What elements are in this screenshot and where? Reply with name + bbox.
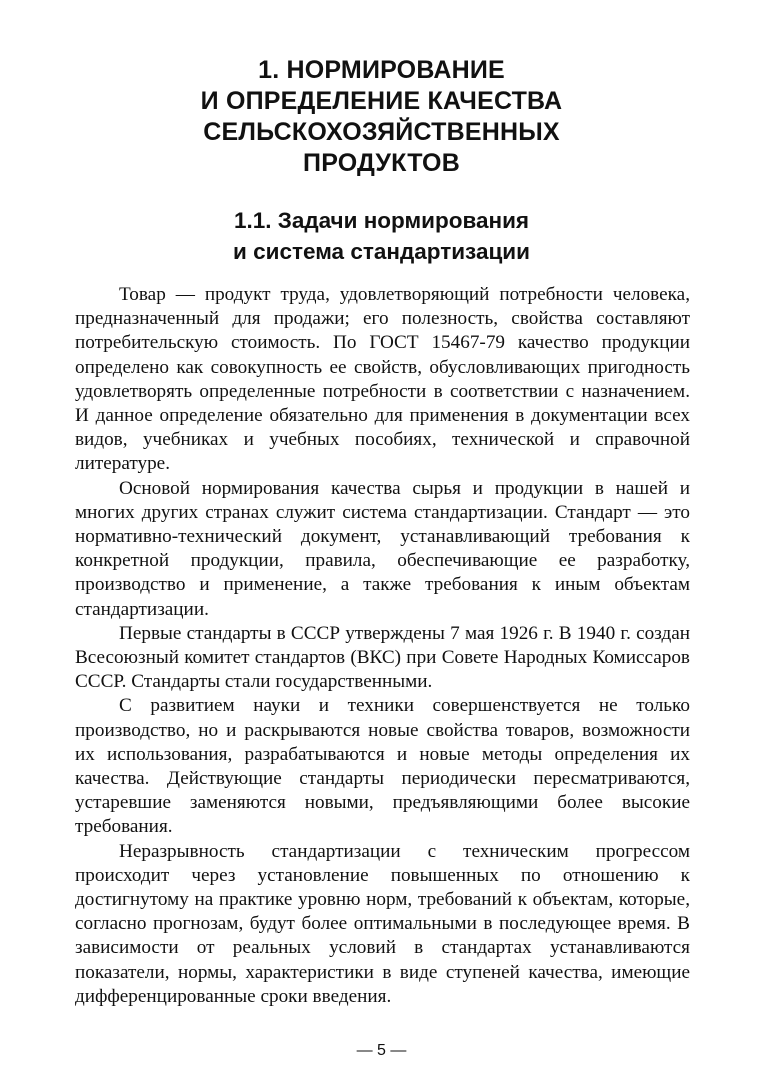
paragraph: Первые стандарты в СССР утверждены 7 мая 1926 г. В 1940 г. создан Всесоюзный комитет стандартов (ВКС) при Совете Народных Комиссаров СССР. Стандарты стали государственными.: [75, 622, 690, 693]
paragraph: Неразрывность стандартизации с техническим прогрессом происходит через установление повышенных по отношению к достигнутому на практике уровню норм, требований к объектам, которые, согласно прогнозам, будут более оптимальными в последующее время. В зависимости от реальных условий в стандартах устанавливаются показатели, нормы, характеристики в виде ступеней качества, имеющие дифференцированные сроки введения.: [75, 840, 690, 1007]
chapter-title: [0, 55, 763, 179]
paragraph: С развитием науки и техники совершенствуется не только производство, но и раскрываются новые свойства товаров, возможности их использования, разрабатываются и новые методы определения их качества. Действующие стандарты периодически пересматриваются, устаревшие заменяются новыми, предъявляющими более высокие требования.: [75, 695, 690, 838]
body-text: [75, 283, 690, 1009]
section-title: [0, 205, 763, 267]
paragraph: Товар — продукт труда, удовлетворяющий потребности человека, предназначенный для продажи; его полезность, свойства составляют потребительскую стоимость. По ГОСТ 15467-79 качество продукции определено как совокупность ее свойств, обусловливающих пригодность удовлетворять определенные потребности в соответствии с назначением. И данное определение обязательно для применения в документации всех видов, учебниках и учебных пособиях, технической и справочной литературе.: [75, 284, 690, 475]
page-number: — 5 —: [356, 1042, 407, 1059]
chapter-title-line: СЕЛЬСКОХОЗЯЙСТВЕННЫХ: [203, 118, 560, 146]
chapter-title-line: 1. НОРМИРОВАНИЕ: [258, 56, 505, 84]
chapter-title-line: ПРОДУКТОВ: [303, 149, 460, 177]
section-title-line: и система стандартизации: [233, 239, 530, 264]
chapter-title-line: И ОПРЕДЕЛЕНИЕ КАЧЕСТВА: [200, 87, 563, 115]
paragraph: Основой нормирования качества сырья и продукции в нашей и многих других странах служит система стандартизации. Стандарт — это нормативно-технический документ, устанавливающий требования к конкретной продукции, правила, обеспечивающие ее разработку, производство и применение, а также требования к иным объектам стандартизации.: [75, 477, 690, 620]
section-title-line: 1.1. Задачи нормирования: [233, 208, 530, 233]
